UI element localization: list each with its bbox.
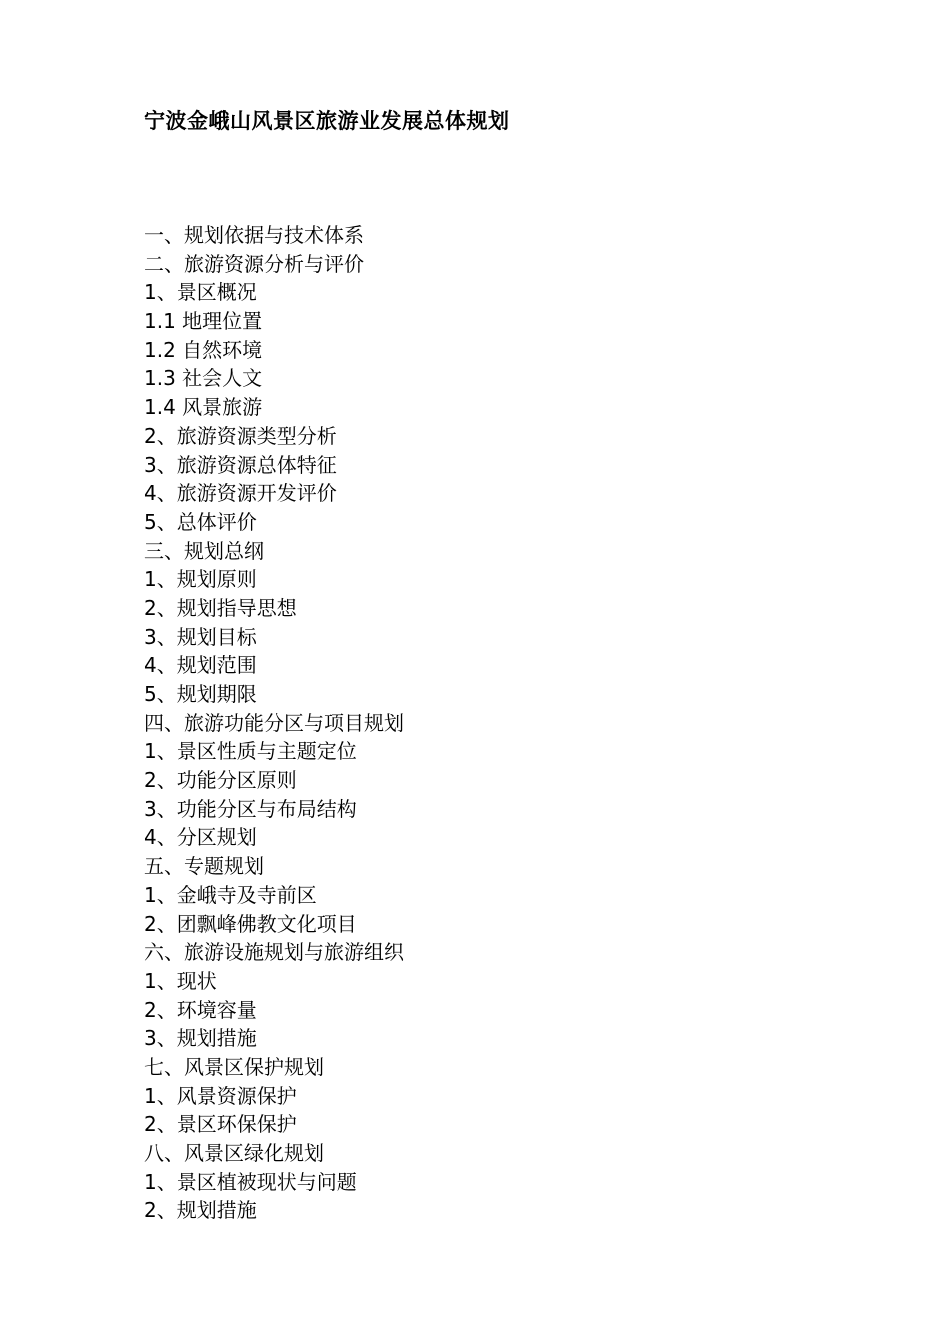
toc-item: 3、旅游资源总体特征 [144, 452, 337, 477]
toc-item: 1.2 自然环境 [144, 337, 263, 362]
toc-item: 5、总体评价 [144, 509, 257, 534]
toc-item: 1.3 社会人文 [144, 366, 263, 391]
toc-item: 2、规划指导思想 [144, 595, 297, 620]
toc-item: 1、景区植被现状与问题 [144, 1169, 357, 1194]
toc-item: 4、规划范围 [144, 653, 257, 678]
toc-item: 四、旅游功能分区与项目规划 [144, 710, 404, 735]
toc-item: 1.1 地理位置 [144, 309, 263, 334]
toc-item: 三、规划总纲 [144, 538, 264, 563]
toc-item: 六、旅游设施规划与旅游组织 [144, 940, 404, 965]
toc-item: 2、团飘峰佛教文化项目 [144, 911, 357, 936]
toc-item: 1.4 风景旅游 [144, 395, 263, 420]
toc-item: 1、规划原则 [144, 567, 257, 592]
toc-item: 3、规划目标 [144, 624, 257, 649]
toc-item: 3、规划措施 [144, 1026, 257, 1051]
toc-item: 一、规划依据与技术体系 [144, 223, 364, 247]
toc-item: 五、专题规划 [144, 854, 264, 879]
toc-item: 1、景区概况 [144, 280, 257, 305]
toc-item: 1、景区性质与主题定位 [144, 739, 357, 764]
toc-item: 2、景区环保保护 [144, 1112, 297, 1137]
toc-item: 1、风景资源保护 [144, 1083, 297, 1108]
toc-item: 2、规划措施 [144, 1198, 257, 1223]
table-of-contents [144, 221, 404, 1225]
toc-item: 1、金峨寺及寺前区 [144, 882, 317, 907]
toc-item: 七、风景区保护规划 [144, 1054, 324, 1079]
toc-item: 八、风景区绿化规划 [144, 1141, 324, 1165]
toc-item: 2、功能分区原则 [144, 768, 297, 793]
toc-item: 4、旅游资源开发评价 [144, 481, 337, 506]
toc-item: 2、环境容量 [144, 997, 257, 1022]
toc-item: 1、现状 [144, 968, 217, 993]
toc-item: 5、规划期限 [144, 682, 257, 706]
toc-item: 2、旅游资源类型分析 [144, 423, 337, 448]
toc-item: 4、分区规划 [144, 825, 257, 850]
toc-item: 3、功能分区与布局结构 [144, 796, 357, 821]
toc-item: 二、旅游资源分析与评价 [144, 251, 364, 276]
document-title: 宁波金峨山风景区旅游业发展总体规划 [144, 109, 510, 133]
